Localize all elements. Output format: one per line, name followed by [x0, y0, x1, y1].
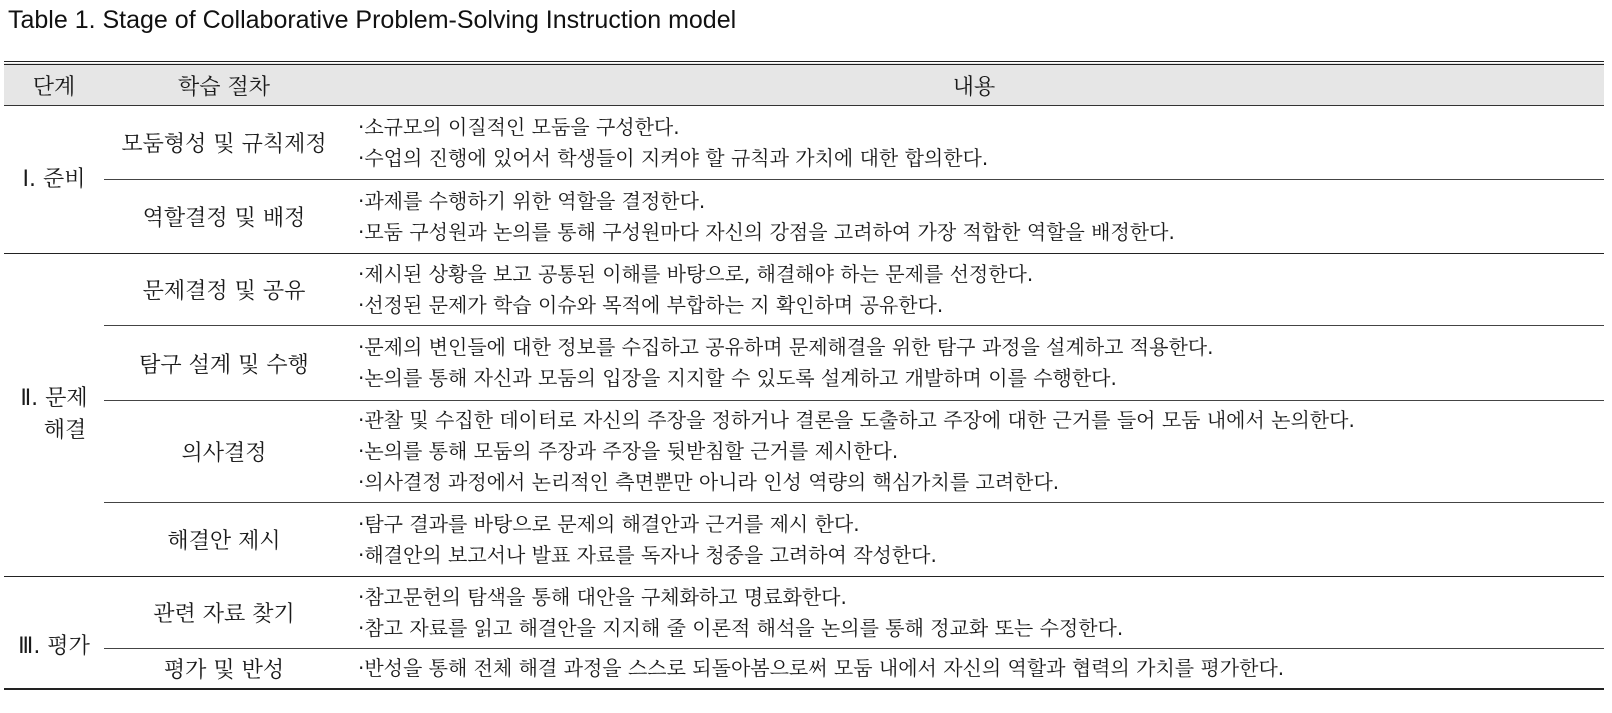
- content-item: ·소규모의 이질적인 모둠을 구성한다.: [358, 114, 680, 139]
- instruction-model-table: [4, 61, 1604, 690]
- content-item: ·참고 자료를 읽고 해결안을 지지해 줄 이론적 해석을 논의를 통해 정교화 또는 수정한다.: [358, 615, 1124, 640]
- content-cell: [344, 503, 1604, 577]
- content-item: ·제시된 상황을 보고 공통된 이해를 바탕으로, 해결해야 하는 문제를 선정한다.: [358, 261, 1034, 286]
- procedure-cell: 의사결정: [104, 401, 344, 503]
- header-stage: 단계: [4, 63, 104, 106]
- procedure-cell: 평가 및 반성: [163, 657, 285, 683]
- content-cell: [344, 106, 1604, 180]
- content-item: ·모둠 구성원과 논의를 통해 구성원마다 자신의 강점을 고려하여 가장 적합한 역할을 배정한다.: [358, 219, 1175, 244]
- procedure-cell: 해결안 제시: [104, 503, 344, 577]
- procedure-cell: 역할결정 및 배정: [104, 180, 344, 254]
- content-item: ·관찰 및 수집한 데이터로 자신의 주장을 정하거나 결론을 도출하고 주장에 대한 근거를 들어 모둠 내에서 논의한다.: [358, 408, 1355, 432]
- procedure-cell: 관련 자료 찾기: [104, 577, 344, 649]
- stage-name: Ⅰ. 준비: [22, 166, 86, 192]
- table-header-row: [4, 63, 1604, 106]
- table-caption: Table 1. Stage of Collaborative Problem-Solving Instruction model: [8, 6, 737, 34]
- stage-name-cont: 해결: [43, 418, 87, 443]
- content-cell: [344, 180, 1604, 254]
- content-item: ·반성을 통해 전체 해결 과정을 스스로 되돌아봄으로써 모둠 내에서 자신의 역할과 협력의 가치를 평가한다.: [358, 655, 1285, 680]
- stage-cell-evaluation: [4, 577, 104, 689]
- content-item: ·과제를 수행하기 위한 역할을 결정한다.: [358, 188, 706, 213]
- content-cell: [344, 577, 1604, 649]
- content-cell: [344, 326, 1604, 401]
- content-item: ·논의를 통해 모둠의 주장과 주장을 뒷받침할 근거를 제시한다.: [358, 439, 899, 463]
- content-item: ·참고문헌의 탐색을 통해 대안을 구체화하고 명료화한다.: [358, 584, 847, 609]
- content-item: ·문제의 변인들에 대한 정보를 수집하고 공유하며 문제해결을 위한 탐구 과정을 설계하고 적용한다.: [358, 335, 1214, 359]
- content-cell: [344, 649, 1604, 689]
- content-cell: [344, 401, 1604, 503]
- stage-name: Ⅲ. 평가: [18, 634, 90, 660]
- table-row: [4, 326, 1604, 401]
- stage-cell-preparation: [4, 106, 104, 254]
- header-content: 내용: [344, 63, 1604, 106]
- table-row: [4, 180, 1604, 254]
- content-item: ·의사결정 과정에서 논리적인 측면뿐만 아니라 인성 역량의 핵심가치를 고려한다.: [358, 470, 1060, 494]
- content-item: ·탐구 결과를 바탕으로 문제의 해결안과 근거를 제시 한다.: [358, 511, 860, 536]
- stage-cell-problem-solving: [4, 254, 104, 577]
- table-row: [4, 577, 1604, 649]
- procedure-cell: 문제결정 및 공유: [104, 254, 344, 326]
- stage-name: Ⅱ. 문제: [20, 386, 88, 411]
- procedure-cell: 모둠형성 및 규칙제정: [104, 106, 344, 180]
- table-row: [4, 106, 1604, 180]
- content-item: ·해결안의 보고서나 발표 자료를 독자나 청중을 고려하여 작성한다.: [358, 542, 937, 567]
- table-row: [4, 503, 1604, 577]
- content-item: ·논의를 통해 자신과 모둠의 입장을 지지할 수 있도록 설계하고 개발하며 이를 수행한다.: [358, 366, 1117, 390]
- table-row: [4, 254, 1604, 326]
- procedure-cell: 탐구 설계 및 수행: [104, 326, 344, 401]
- table-row: [4, 649, 1604, 689]
- content-cell: [344, 254, 1604, 326]
- table-row: [4, 401, 1604, 503]
- content-item: ·수업의 진행에 있어서 학생들이 지켜야 할 규칙과 가치에 대한 합의한다.: [358, 145, 989, 170]
- header-procedure: 학습 절차: [104, 63, 344, 106]
- content-item: ·선정된 문제가 학습 이슈와 목적에 부합하는 지 확인하며 공유한다.: [358, 292, 944, 317]
